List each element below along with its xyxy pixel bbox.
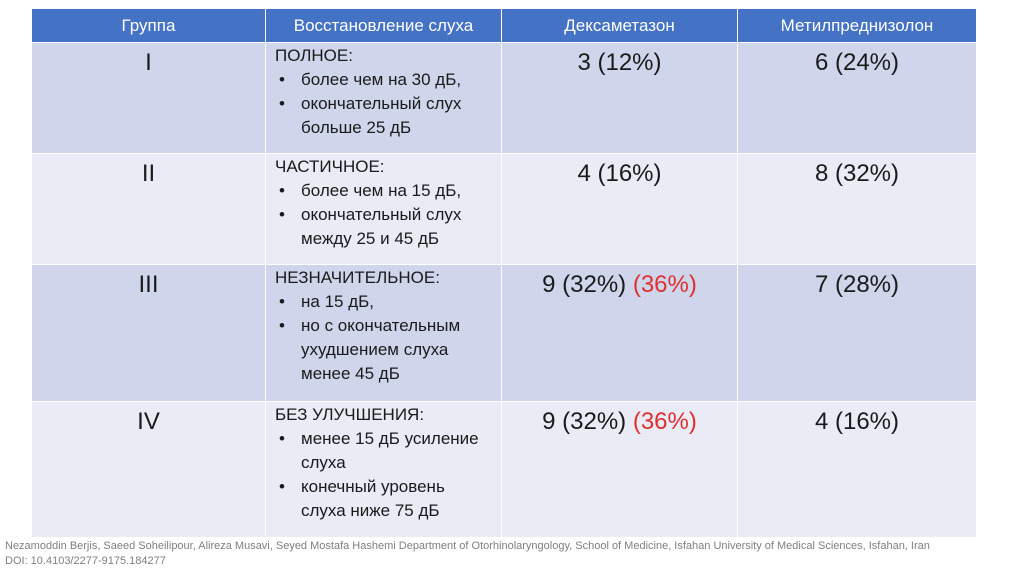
methylprednisolone-value: 6 (24%)	[738, 43, 977, 154]
citation-authors: Nezamoddin Berjis, Saeed Soheilipour, Alireza Musavi, Seyed Mostafa Hashemi Department of Otorhinolaryngology, School of Medicine, Isfahan University of Medical Sciences, Isfahan, Iran	[5, 540, 930, 552]
recovery-title: ЧАСТИЧНОЕ:	[275, 157, 385, 176]
recovery-title: НЕЗНАЧИТЕЛЬНОЕ:	[275, 268, 440, 287]
list-item: • более чем на 15 дБ,	[301, 179, 493, 203]
results-table	[31, 8, 977, 538]
methylprednisolone-value: 4 (16%)	[738, 402, 977, 538]
table-row	[32, 402, 977, 538]
citation-footer	[5, 539, 930, 569]
recovery-criteria-list	[275, 179, 493, 251]
recovery-title: ПОЛНОЕ:	[275, 46, 353, 65]
group-cell: III	[32, 265, 266, 402]
list-item: • окончательный слух между 25 и 45 дБ	[301, 203, 493, 251]
list-item: • менее 15 дБ усиление слуха	[301, 427, 493, 475]
dexamethasone-value	[502, 265, 738, 402]
header-group: Группа	[32, 9, 266, 43]
dexamethasone-value	[502, 154, 738, 265]
dexamethasone-count: 9 (32%)	[542, 408, 627, 435]
header-hearing-recovery: Восстановление слуха	[266, 9, 502, 43]
list-item: • на 15 дБ,	[301, 290, 493, 314]
dexamethasone-count: 4 (16%)	[577, 160, 662, 187]
list-item: • окончательный слух больше 25 дБ	[301, 92, 493, 140]
header-dexamethasone: Дексаметазон	[502, 9, 738, 43]
recovery-criteria-list	[275, 427, 493, 523]
list-item: • но с окончательным ухудшением слуха менее 45 дБ	[301, 314, 493, 386]
recovery-description	[266, 402, 502, 538]
recovery-description	[266, 265, 502, 402]
list-item: • более чем на 30 дБ,	[301, 68, 493, 92]
methylprednisolone-value: 7 (28%)	[738, 265, 977, 402]
group-cell: IV	[32, 402, 266, 538]
table-row	[32, 43, 977, 154]
recovery-title: БЕЗ УЛУЧШЕНИЯ:	[275, 405, 425, 424]
dexamethasone-count: 9 (32%)	[542, 271, 627, 298]
recovery-description	[266, 43, 502, 154]
recovery-criteria-list	[275, 68, 493, 140]
dexamethasone-corrected-percent: (36%)	[632, 408, 697, 435]
dexamethasone-value	[502, 402, 738, 538]
recovery-criteria-list	[275, 290, 493, 386]
dexamethasone-value	[502, 43, 738, 154]
methylprednisolone-value: 8 (32%)	[738, 154, 977, 265]
citation-doi: DOI: 10.4103/2277-9175.184277	[5, 555, 166, 567]
group-cell: I	[32, 43, 266, 154]
table-row	[32, 154, 977, 265]
list-item: • конечный уровень слуха ниже 75 дБ	[301, 475, 493, 523]
table-row	[32, 265, 977, 402]
dexamethasone-corrected-percent: (36%)	[632, 271, 697, 298]
recovery-description	[266, 154, 502, 265]
header-row	[32, 9, 977, 43]
header-methylprednisolone: Метилпреднизолон	[738, 9, 977, 43]
group-cell: II	[32, 154, 266, 265]
dexamethasone-count: 3 (12%)	[577, 49, 662, 76]
